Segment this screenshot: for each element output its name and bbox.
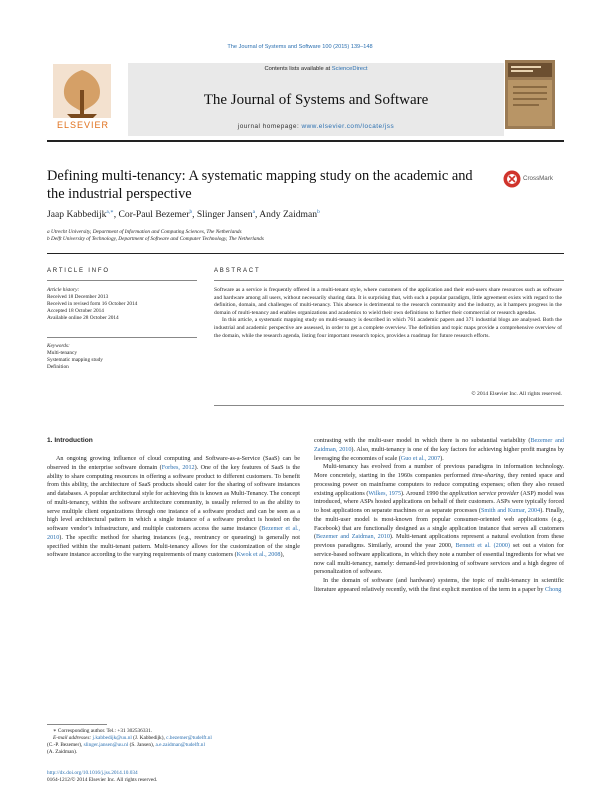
keyword: Definition: [47, 364, 69, 370]
section-rule: [47, 253, 564, 254]
contents-line: [128, 66, 504, 72]
citation-link[interactable]: Bennett et al. (2000): [455, 543, 510, 549]
text-run: ). Also, multi-tenancy is one of the key factors for achieving higher profit margins by leveraging the economies of scale (: [314, 446, 564, 462]
journal-homepage: [128, 123, 504, 130]
text-run: An ongoing growing influence of cloud computing and Software-as-a-Service (SaaS) can be observed in the enterprise software domain (: [47, 456, 300, 471]
citation-link[interactable]: Kwok et al., 2008: [236, 552, 281, 559]
homepage-link[interactable]: www.elsevier.com/locate/jss: [301, 123, 395, 130]
divider: [47, 337, 197, 338]
paper-title: Defining multi-tenancy: A systematic mapping study on the academic and the industrial perspective: [47, 168, 473, 202]
citation-link[interactable]: Wilkes, 1975: [368, 490, 402, 497]
abstract-heading: ABSTRACT: [214, 268, 261, 274]
text-run: ).: [440, 455, 444, 462]
affiliation: b Delft University of Technology, Department of Software and Computer Technology, The Netherlands: [47, 236, 264, 242]
citation-link[interactable]: Bezemer and Zaidman, 2010: [316, 534, 390, 541]
history-item: Received in revised form 16 October 2014: [47, 301, 138, 307]
email-label: E-mail addresses:: [53, 735, 93, 741]
abstract-paragraph: Software as a service is frequently offered in a multi-tenant style, where customers of the application and their end-users share resources such as software and hardware among all users, without necessarily sharing data. It is surprising that, with such a popular paradigm, little agreement exists with regard to the definition, domain, and challenges of multi-tenancy. This absence is detrimental to the research community and the industry, as it hampers progress in the domain of multi-tenancy and enables organizations and academics to wield their own definitions to further their commercial or research agendas.: [214, 287, 562, 316]
divider: [214, 280, 564, 281]
journal-reference[interactable]: The Journal of Systems and Software 100 (2015) 139–148: [227, 44, 373, 50]
email-owner: (S. Jansen),: [128, 742, 156, 748]
publication-info: [47, 770, 300, 784]
citation-link[interactable]: Guo et al., 2007: [400, 455, 441, 462]
author-name[interactable]: Andy Zaidman: [259, 209, 318, 221]
email-link[interactable]: slinger.jansen@uu.nl: [83, 742, 129, 748]
abstract-body: [214, 287, 562, 340]
article-history: [47, 287, 197, 322]
emphasis: application service provider: [449, 490, 519, 497]
text-run: contrasting with the multi-user model in which there is no substantial variability (: [314, 438, 531, 444]
text-run: ). The specific method for sharing instances (e.g., reentrancy or queueing) is generally not specified within the multi-tenant pattern. Multi-tenancy allows for the customization of the single software instance according to the varying requirements of many customers (: [47, 534, 300, 559]
copyright-notice: © 2014 Elsevier Inc. All rights reserved.: [471, 391, 562, 397]
text-run: ),: [280, 552, 285, 559]
journal-title: The Journal of Systems and Software: [203, 92, 429, 108]
author-name[interactable]: Cor-Paul Bezemer: [118, 209, 190, 221]
footnote-rule: [47, 724, 107, 725]
footnotes: [47, 728, 300, 756]
author-affiliation-marker[interactable]: b: [189, 209, 193, 215]
corresponding-author-note: ∗ Corresponding author. Tel.: +31 302536331.: [53, 728, 153, 734]
history-item: Accepted 18 October 2014: [47, 308, 104, 314]
sciencedirect-link[interactable]: ScienceDirect: [331, 66, 368, 72]
keyword: Multi-tenancy: [47, 350, 78, 356]
author-affiliation-marker[interactable]: b: [317, 209, 320, 215]
text-run: ). Around 1990 the: [401, 490, 450, 497]
crossmark-badge[interactable]: [503, 170, 555, 188]
keyword: Systematic mapping study: [47, 357, 103, 363]
divider: [214, 405, 564, 406]
doi-link[interactable]: http://dx.doi.org/10.1016/j.jss.2014.10.034: [47, 770, 138, 776]
article-info-heading: ARTICLE INFO: [47, 268, 110, 274]
text-run: ). Finally, the multi-user model is most-known from popular consumer-oriented web applications (e.g., Facebook) that are functionally designed as a single application instance that serves all customers (: [314, 508, 564, 541]
history-item: Received 18 December 2013: [47, 294, 109, 300]
crossmark-icon: [503, 170, 521, 188]
author-name[interactable]: Slinger Jansen: [196, 209, 253, 221]
journal-cover-thumbnail[interactable]: [505, 60, 555, 129]
text-run: Multi-tenancy has evolved from a number of previous paradigms in information technology. More concretely, starting in the 1960s companies performed: [314, 464, 564, 479]
citation-link[interactable]: Smith and Kumar, 2004: [480, 508, 541, 514]
section-heading-introduction: 1. Introduction: [47, 437, 93, 444]
keywords-label: Keywords:: [47, 343, 70, 349]
email-link[interactable]: j.kabbedijk@uu.nl: [92, 735, 132, 741]
author-affiliation-marker[interactable]: a,∗: [106, 209, 114, 215]
text-run: , they rented space and processing power on mainframe computers to reduce computing expenses; often they also reused existing applications (: [314, 473, 564, 497]
text-run: ). Multi-tenant applications represent a natural evolution from these previous paradigms. Similarly, around the year 2000,: [314, 534, 564, 549]
author-name[interactable]: Jaap Kabbedijk: [47, 209, 107, 221]
journal-cover-icon: [505, 60, 555, 129]
body-paragraph: [314, 577, 564, 595]
abstract-paragraph: In this article, a systematic mapping study on multi-tenancy is described in which 761 academic papers and 371 industrial blogs are analysed. Both the industrial and academic perspective are assessed, in order to get a complete overview. The definition and topic maps provide a comprehensive overview of the domain, while the research agenda, listing four important research topics, provides a roadmap for future research efforts.: [214, 317, 562, 339]
publisher-name: ELSEVIER: [56, 120, 110, 130]
body-paragraph: [314, 437, 564, 463]
body-paragraph: [47, 455, 300, 560]
header-rule: [47, 140, 564, 142]
citation-link[interactable]: Bezemer et al., 2010: [47, 526, 300, 541]
affiliation: a Utrecht University, Department of Information and Computing Sciences, The Netherlands: [47, 229, 242, 235]
text-run: (ASP) model was introduced, where ASPs hosted applications on behalf of their customers. ASPs were typically forced to host applications on separate machines or as separate processes (: [314, 490, 564, 514]
author-affiliation-marker[interactable]: a: [252, 209, 255, 215]
divider: [47, 280, 197, 281]
text-run: ). One of the key features of SaaS is the ability to share computing resources in offering a software product to different customers. To benefit from this ability, the architecture of SaaS products should cater for the sharing of software instances and databases. A popular architectural style for achieving this is known as Multi-Tenancy. The concept of multi-tenancy, within the software architecture community, is usually referred to as the ability to serve multiple client organizations through one instance of a software product and can be seen as a high level architectural pattern in which a single instance of a software product is hosted on the software vendor’s infrastructure, and multiple customers access the same instance (: [47, 464, 300, 532]
keywords: [47, 343, 197, 371]
elsevier-logo: [47, 60, 117, 136]
text-run: In the domain of software (and hardware) systems, the topic of multi-tenancy in scientific literature appeared relatively recently, with the first explicit mention of the term in a paper by: [314, 578, 564, 593]
citation-link[interactable]: Chong: [544, 586, 562, 593]
contents-prefix: Contents lists available at: [264, 66, 332, 72]
emphasis: time-sharing: [472, 473, 504, 479]
body-paragraph: [314, 463, 564, 577]
history-label: Article history:: [47, 287, 80, 293]
email-owner: (C.-P. Bezemer),: [47, 742, 84, 748]
history-item: Available online 28 October 2014: [47, 315, 119, 321]
text-run: set out a vision for service-based software applications, in which they note a number of essential ingredients for what we now call multi-tenancy, namely: demand-led provisioning of software services and a high degree of personalization of software.: [314, 543, 565, 576]
crossmark-label: CrossMark: [523, 175, 553, 182]
body-column-left: [47, 455, 300, 560]
email-owner: (J. Kabbedijk),: [131, 735, 167, 741]
issn-line: 0164-1212/© 2014 Elsevier Inc. All rights reserved.: [47, 777, 158, 783]
body-column-right: [314, 437, 564, 595]
author-list: Jaap Kabbedijk$^{a,∗}$, Cor-Paul Bezemer$^b$, Slinger Jansen$^a$, Andy Zaidman$^b$: [47, 209, 320, 221]
citation-link[interactable]: Forbes, 2012: [161, 464, 195, 471]
citation-link[interactable]: Bezemer and Zaidman, 2010: [314, 438, 564, 453]
homepage-label: journal homepage:: [237, 123, 302, 130]
email-link[interactable]: c.bezemer@tudelft.nl: [166, 735, 212, 741]
email-link[interactable]: a.e.zaidman@tudelft.nl: [155, 742, 205, 748]
email-owner: (A. Zaidman).: [47, 749, 78, 755]
